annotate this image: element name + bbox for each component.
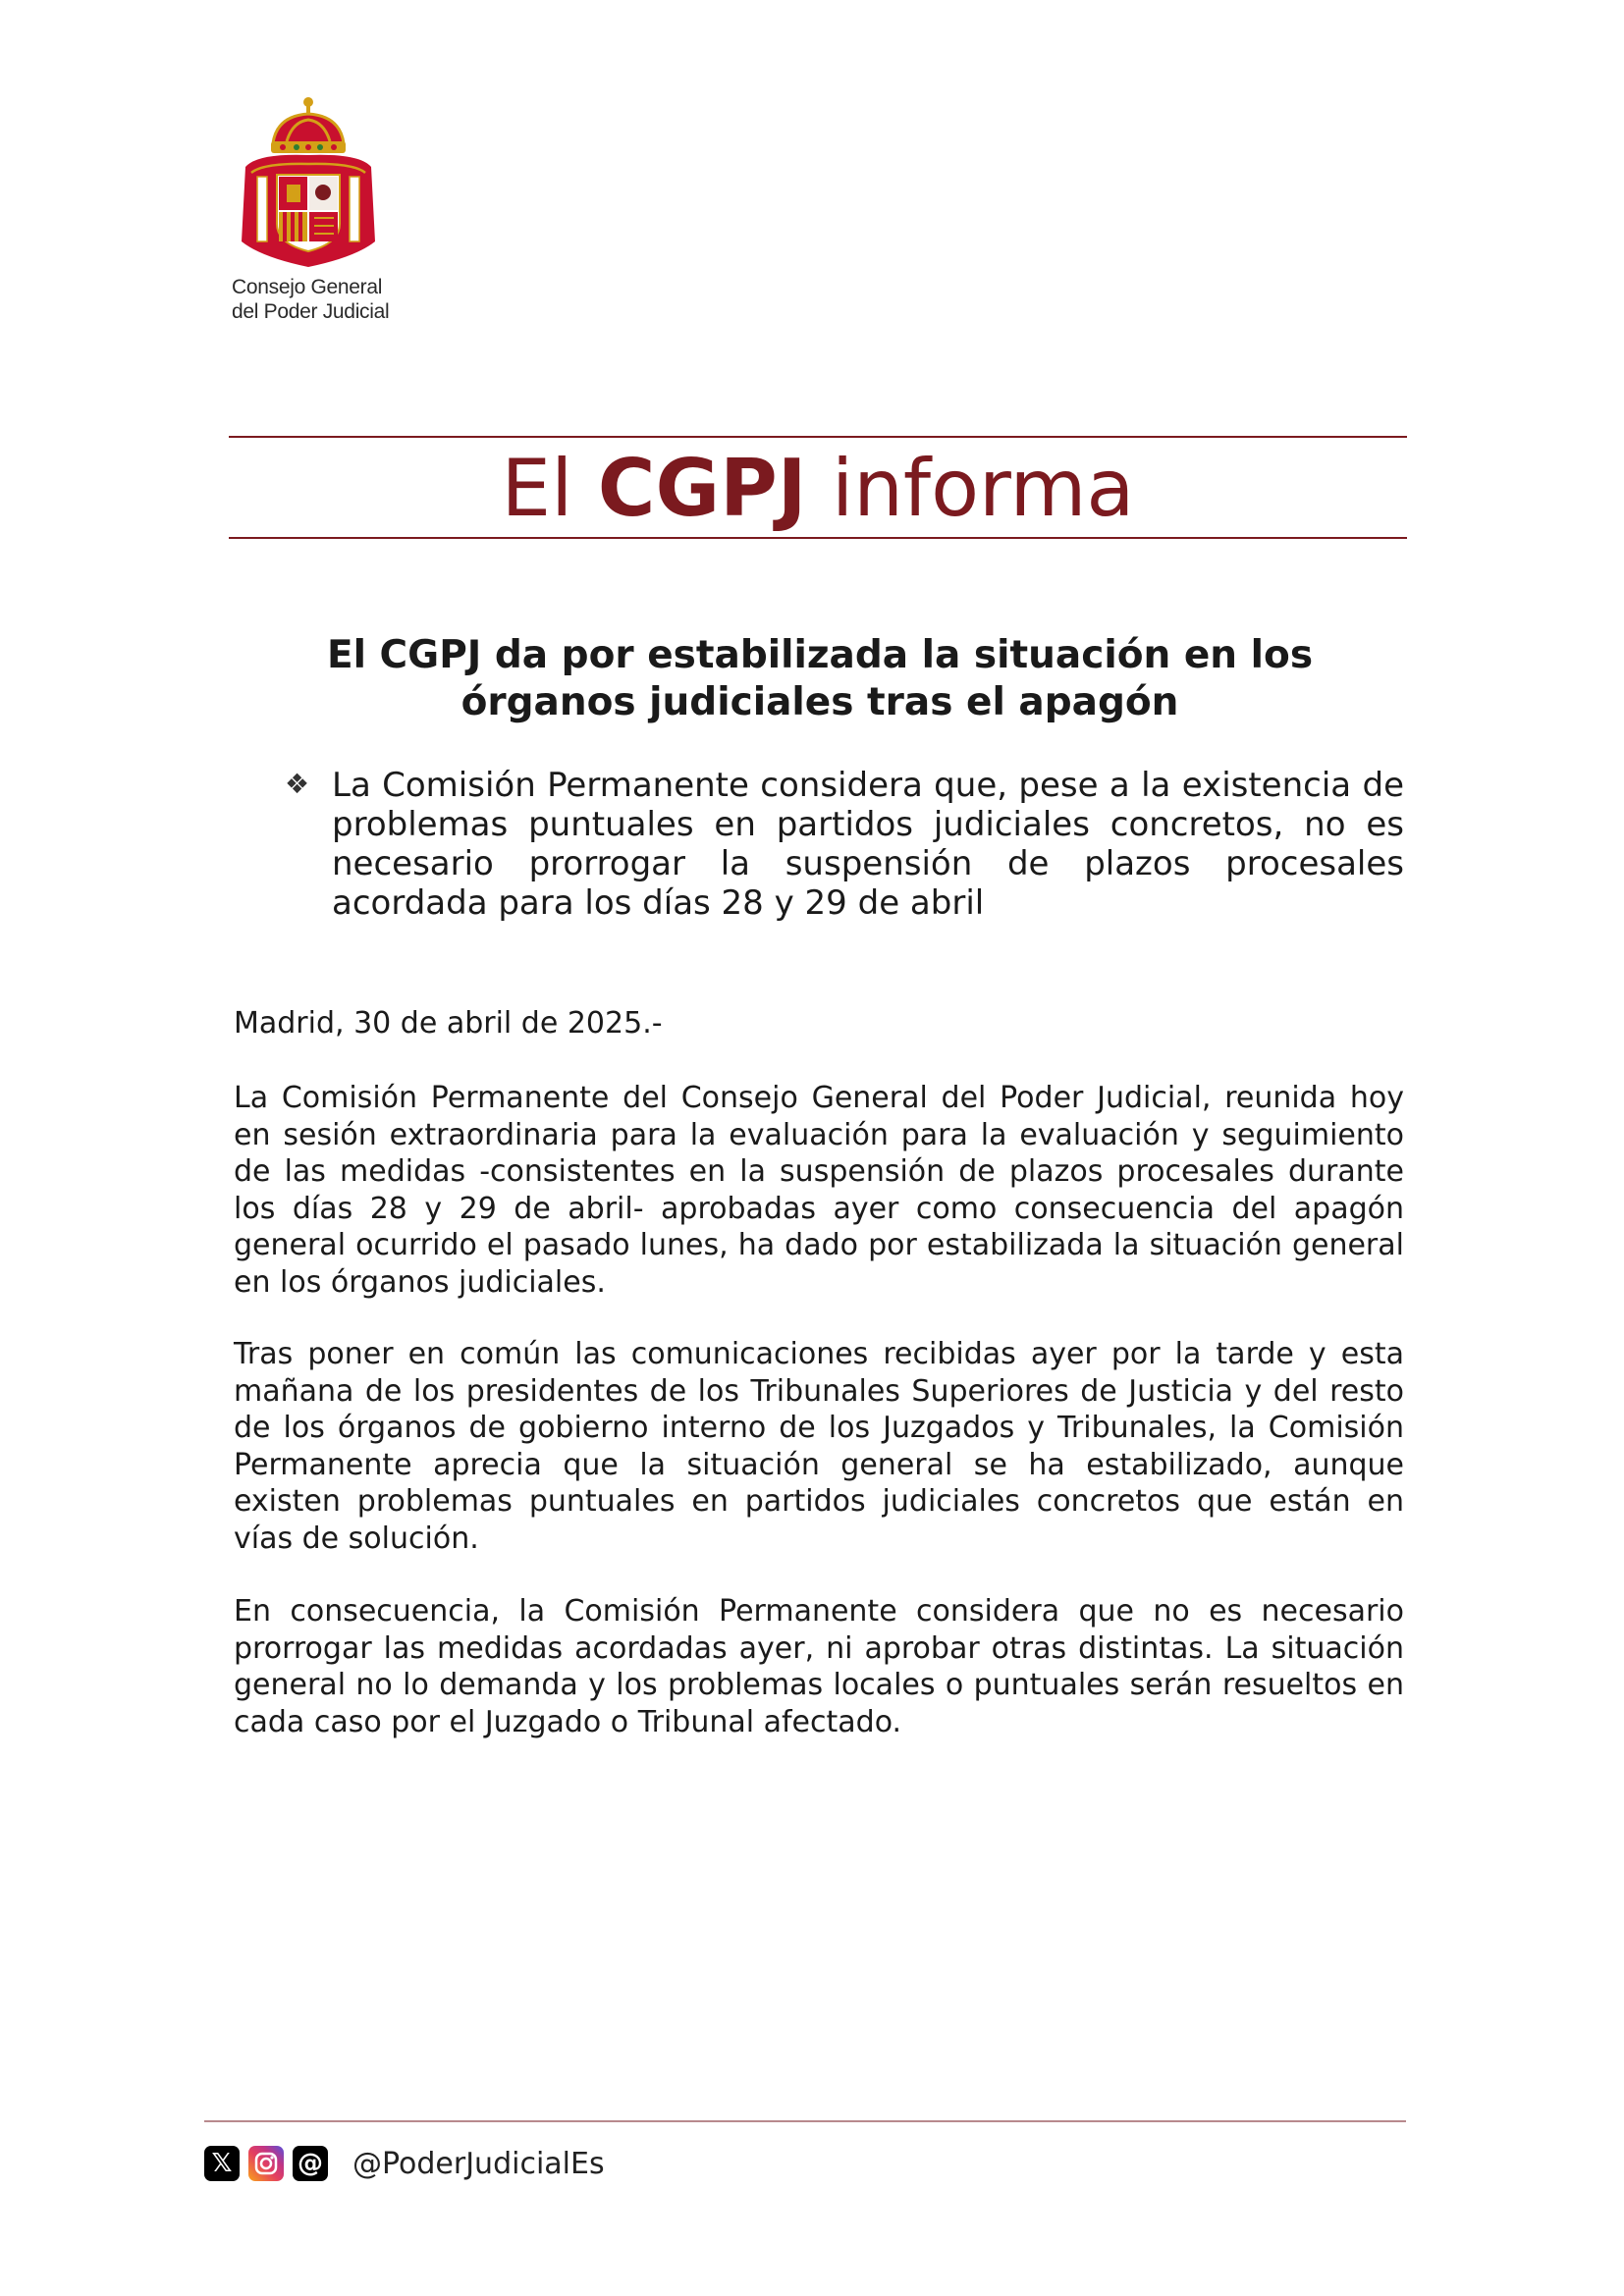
dateline: Madrid, 30 de abril de 2025.-	[234, 1006, 663, 1041]
banner-bottom-rule	[229, 537, 1407, 539]
paragraph-text: La Comisión Permanente del Consejo General del Poder Judicial, reunida hoy en sesión extraordinaria para la evaluación para la evaluación y seguimiento de las medidas -consistentes en la suspensión de plazos procesales durante los días 28 y 29 de abril- aprobadas ayer como consecuencia del apagón general ocurrido el pasado lunes, ha dado por estabilizada la situación general en los órganos judiciales.	[234, 1081, 1404, 1300]
banner-prefix: El	[501, 443, 573, 534]
x-icon[interactable]: 𝕏	[204, 2146, 240, 2181]
cgpj-logo	[232, 94, 399, 324]
instagram-icon[interactable]	[248, 2146, 284, 2181]
body-paragraph-2	[234, 1336, 1404, 1557]
banner-brand: CGPJ	[597, 443, 807, 534]
social-handle[interactable]: @PoderJudicialEs	[352, 2146, 605, 2181]
banner-title	[229, 445, 1407, 533]
banner-suffix: informa	[831, 443, 1135, 534]
body-paragraph-1	[234, 1080, 1404, 1301]
summary-bullet	[285, 766, 1404, 923]
threads-icon[interactable]: @	[293, 2146, 328, 2181]
paragraph-text: En consecuencia, la Comisión Permanente considera que no es necesario prorrogar las medidas acordadas ayer, ni aprobar otras distintas. La situación general no lo demanda y los problemas locales o puntuales serán resueltos en cada caso por el Juzgado o Tribunal afectado.	[234, 1594, 1404, 1739]
banner-top-rule	[229, 436, 1407, 438]
organization-name	[232, 275, 399, 324]
org-name-line-1: Consejo General	[232, 276, 383, 298]
press-release-headline: El CGPJ da por estabilizada la situación en los órganos judiciales tras el apagón	[326, 633, 1314, 724]
paragraph-text: Tras poner en común las comunicaciones recibidas ayer por la tarde y esta mañana de los presidentes de los Tribunales Superiores de Justicia y del resto de los órganos de gobierno interno de los Juzgados y Tribunales, la Comisión Permanente aprecia que la situación general se ha estabilizado, aunque existen problemas puntuales en partidos judiciales concretos que están en vías de solución.	[234, 1337, 1404, 1556]
footer-social	[204, 2146, 605, 2181]
summary-bullet-text: La Comisión Permanente considera que, pese a la existencia de problemas puntuales en partidos judiciales concretos, no es necesario prorrogar la suspensión de plazos procesales acordada para los días 28 y 29 de abril	[332, 766, 1404, 923]
coat-of-arms-icon	[238, 94, 379, 269]
org-name-line-2: del Poder Judicial	[232, 300, 390, 323]
body-paragraph-3	[234, 1593, 1404, 1740]
diamond-bullet-icon: ❖	[285, 768, 310, 800]
footer-rule	[204, 2120, 1406, 2122]
